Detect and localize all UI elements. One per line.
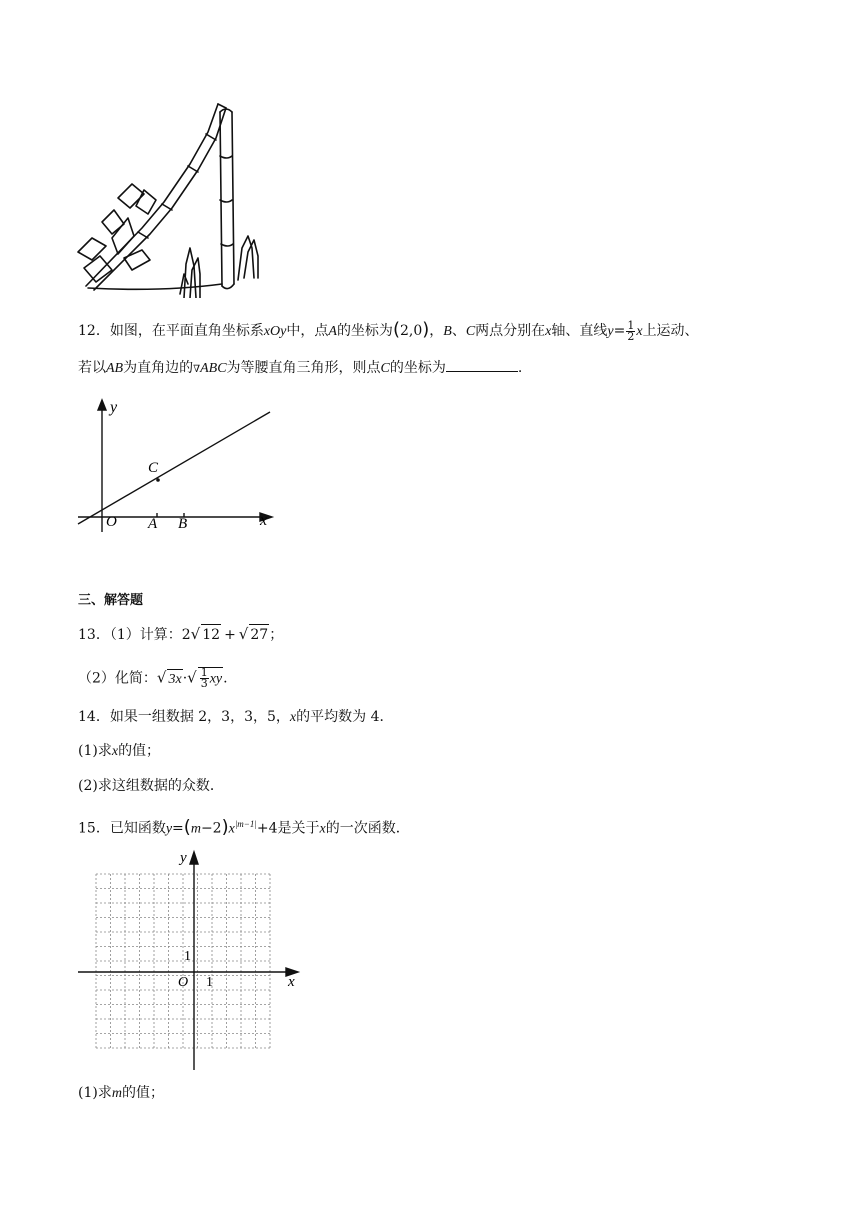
label-a: A [148, 516, 158, 532]
q12-coordinate-figure [74, 392, 284, 542]
point-c [156, 478, 160, 482]
y-label: y [110, 399, 118, 416]
fraction-half: $\frac{1}{2}$ [627, 318, 635, 343]
q13-part1: 13．（1）计算：2√ 12 + √ 27； [78, 625, 284, 643]
label-b: B [178, 516, 188, 532]
q15-sub1: (1)求m的值； [78, 1085, 164, 1101]
q15-stem: 15．已知函数$y=(m-2)x^{|m-1|}+4$是关于x的一次函数． [78, 816, 410, 838]
y-label: y [180, 850, 187, 866]
q15-grid-figure [74, 846, 304, 1076]
q12-line2: 若以AB为直角边的∇ABC为等腰直角三角形，则点C的坐标为 . [78, 357, 522, 380]
q14-sub1: (1)求x的值； [78, 743, 161, 759]
x-unit-label: 1 [206, 975, 213, 990]
label-c: C [148, 460, 159, 476]
q12-line1: 12．如图，在平面直角坐标系xOy中，点A的坐标为(2,0)，B、C两点分别在x轴、直线y= $\frac{1}{2}$ x上运动、 [78, 318, 699, 343]
q13-part2: （2）化简：√ 3x·√ $\frac{1}{3}$ xy. [78, 666, 228, 690]
origin-label: O [178, 975, 189, 990]
answer-blank[interactable] [446, 357, 518, 372]
q14-sub2: (2)求这组数据的众数． [78, 778, 224, 794]
y-unit-label: 1 [184, 949, 191, 964]
bamboo-figure [72, 98, 272, 298]
line-y-half-x [78, 412, 270, 524]
x-label: x [260, 512, 268, 529]
x-label: x [288, 974, 295, 990]
section-heading: 三、解答题 [78, 593, 144, 608]
origin-label: O [106, 514, 117, 530]
q14-stem: 14．如果一组数据 2，3，3，5，x的平均数为 4． [78, 709, 394, 725]
